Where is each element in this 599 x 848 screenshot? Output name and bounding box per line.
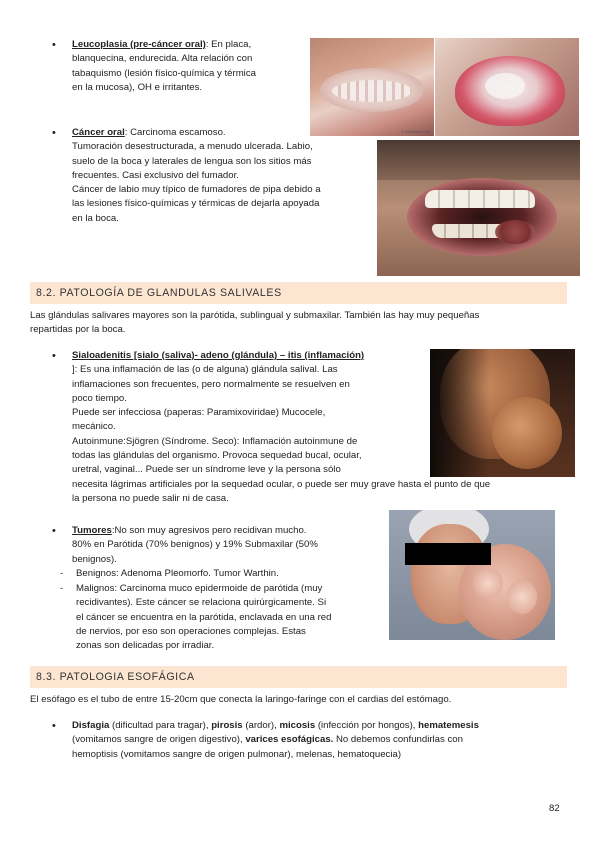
term-pirosis: pirosis — [211, 720, 243, 731]
text-line: Cáncer de labio muy típico de fumadores de pipa debido a — [72, 184, 321, 196]
dash-marker: - — [60, 583, 64, 594]
bullet: • — [52, 525, 56, 537]
cancer-oral-title: Cáncer oral — [72, 127, 125, 138]
text-span: (vomitamos sangre de origen digestivo), — [72, 734, 246, 746]
text-line: ]: Es una inflamación de las (o de alguna) glándula salival. Las — [72, 364, 338, 376]
benignos-line — [76, 567, 279, 581]
tumores-title: Tumores — [72, 525, 112, 536]
disfagia-block — [72, 719, 479, 762]
bullet: • — [52, 127, 56, 139]
text-line: frecuentes. Casi exclusivo del fumador. — [72, 169, 239, 181]
text-line: 80% en Parótida (70% benignos) y 19% Submaxilar (50% — [72, 539, 318, 551]
term-hematemesis: hematemesis — [418, 720, 479, 731]
text-line: poco tiempo. — [72, 392, 127, 404]
sialoadenitis-title: Sialoadenitis [sialo (saliva)- adeno (glándula) – itis (inflamación) — [72, 350, 365, 361]
text-line: blanquecina, endurecida. Alta relación con — [72, 53, 253, 65]
text-line: : En placa, — [205, 39, 252, 50]
page-number: 82 — [549, 803, 560, 814]
tumores-block — [72, 524, 318, 567]
text-line: :No son muy agresivos pero recidivan mucho. — [111, 525, 307, 536]
text-line: el cáncer se encuentra en la parótida, enclavada en una red — [76, 611, 332, 623]
bullet: • — [52, 39, 56, 51]
cancer-oral-block — [72, 126, 321, 226]
cancer-oral-photo — [377, 140, 580, 276]
text-line: zonas son delicadas por irradiar. — [76, 640, 215, 652]
section-heading-band — [30, 282, 567, 304]
text-line: repartidas por la boca. — [30, 324, 126, 336]
text-line: hemoptisis (vomitamos sangre de origen pulmonar), melenas, hematoquecia) — [72, 748, 402, 760]
bullet: • — [52, 720, 56, 732]
text-line: : Carcinoma escamoso. — [124, 127, 226, 138]
text-line: El esófago es el tubo de entre 15-20cm que conecta la laringo-faringe con el cardias del estómago. — [30, 694, 452, 705]
text-line: Benignos: Adenoma Pleomorfo. Tumor Warthin. — [76, 568, 279, 579]
text-line: Malignos: Carcinoma muco epidermoide de parótida (muy — [76, 583, 323, 594]
leucoplasia-block — [72, 38, 256, 95]
text-line: mecánico. — [72, 421, 116, 433]
text-line: inflamaciones son frecuentes, pero normalmente se resuelven en — [72, 378, 350, 390]
text-line: benignos). — [72, 553, 117, 565]
text-span: (infección por hongos), — [315, 720, 419, 731]
censor-bar — [405, 543, 491, 565]
term-disfagia: Disfagia — [72, 720, 110, 731]
term-micosis: micosis — [279, 720, 316, 731]
tumor-parotid-photo — [389, 510, 555, 640]
text-line: todas las glándulas del organismo. Provoca sequedad bucal, ocular, — [72, 450, 362, 462]
section-heading-band — [30, 666, 567, 688]
malignos-block — [76, 582, 331, 653]
section-heading: 8.3. PATOLOGIA ESOFÁGICA — [36, 671, 195, 683]
section-intro — [30, 693, 451, 707]
text-span: No debemos confundirlas con — [333, 734, 463, 746]
bullet: • — [52, 350, 56, 362]
text-span: (dificultad para tragar), — [109, 720, 212, 731]
text-line: de nervios, por eso son operaciones complejas. Estas — [76, 625, 306, 637]
text-line: uretral, vaginal... Puede ser un síndrome leve y la persona sólo — [72, 464, 341, 476]
text-line: recidivantes). Este cáncer se relaciona quirúrgicamente. Si — [76, 597, 327, 609]
leucoplasia-tongue-photo — [435, 38, 579, 136]
leucoplasia-lip-photo — [310, 38, 434, 136]
text-line: en la boca. — [72, 212, 119, 224]
sialoadenitis-photo — [430, 349, 575, 477]
text-line: Tumoración desestructurada, a menudo ulcerada. Labio, — [72, 141, 313, 153]
section-intro — [30, 309, 479, 338]
text-line: la persona no puede salir ni de casa. — [72, 492, 229, 504]
leucoplasia-title: Leucoplasia (pre-cáncer oral) — [72, 39, 206, 50]
photo-caption: © Medicina Oral — [401, 129, 430, 134]
term-varices: varices esofágicas. — [245, 734, 334, 746]
text-line: necesita lágrimas artificiales por la sequedad ocular, o puede ser muy grave hasta el punto de que — [72, 478, 491, 490]
text-span: (ardor), — [242, 720, 280, 731]
text-line: suelo de la boca y laterales de lengua son los sitios más — [72, 155, 312, 167]
text-line: Puede ser infecciosa (paperas: Paramixoviridae) Mucocele, — [72, 407, 326, 419]
section-heading: 8.2. PATOLOGÍA DE GLANDULAS SALIVALES — [36, 287, 282, 299]
text-line: Las glándulas salivares mayores son la parótida, sublingual y submaxilar. También las hay muy pequeñas — [30, 310, 480, 321]
sialoadenitis-block — [72, 349, 490, 506]
dash-marker: - — [60, 568, 64, 579]
text-line: las lesiones físico-químicas y térmicas de dejarla apoyada — [72, 198, 320, 210]
text-line: tabaquismo (lesión físico-química y térmica — [72, 67, 256, 79]
text-line: en la mucosa), OH e irritantes. — [72, 81, 203, 93]
text-line: Autoinmune:Sjögren (Síndrome. Seco): Inflamación autoinmune de — [72, 435, 358, 447]
